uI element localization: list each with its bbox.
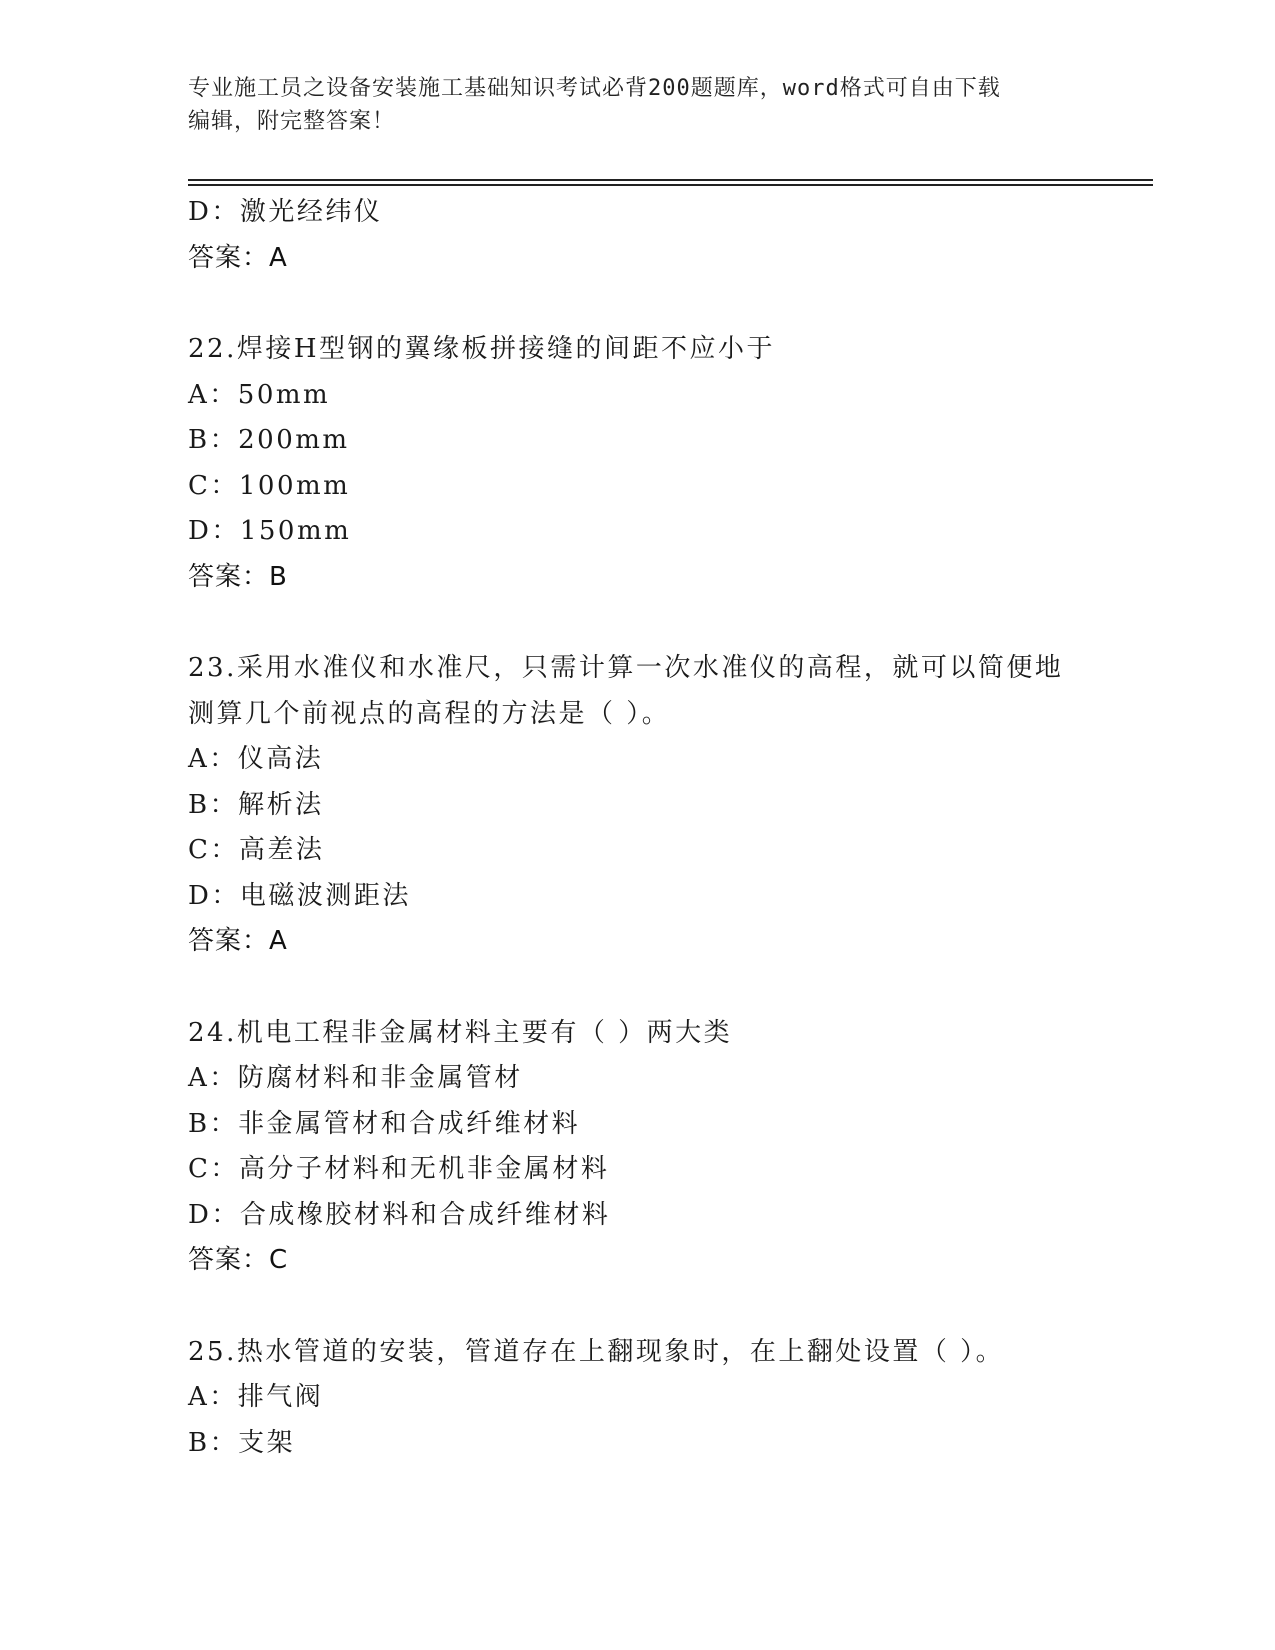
- question-stem: 25.热水管道的安装，管道存在上翻现象时，在上翻处设置（ ）。: [188, 1336, 1005, 1367]
- header-divider-bottom: [188, 184, 1153, 186]
- option-a: A：仪高法: [188, 744, 324, 774]
- option-b: B：非金属管材和合成纤维材料: [188, 1108, 581, 1139]
- question-stem: 24.机电工程非金属材料主要有（ ）两大类: [188, 1017, 733, 1048]
- answer-line: 答案：B: [188, 561, 288, 592]
- spacer: [188, 965, 1148, 1011]
- spacer: [188, 600, 1148, 646]
- option-d: D：150mm: [188, 516, 352, 546]
- question-stem-line-1: 23.采用水准仪和水准尺，只需计算一次水准仪的高程，就可以简便地: [188, 653, 1064, 683]
- option-d: D：合成橡胶材料和合成纤维材料: [188, 1199, 611, 1230]
- spacer: [188, 281, 1148, 327]
- answer-line: 答案：A: [188, 926, 288, 956]
- option-d: D：激光经纬仪: [188, 197, 383, 227]
- option-a: A：50mm: [188, 379, 331, 410]
- option-c: C：高分子材料和无机非金属材料: [188, 1154, 610, 1184]
- option-a: A：防腐材料和非金属管材: [188, 1063, 523, 1093]
- question-list: [188, 190, 1148, 1466]
- header-divider-top: [188, 179, 1153, 181]
- question-25: [188, 1330, 1148, 1467]
- option-d: D：电磁波测距法: [188, 880, 411, 911]
- option-b: B：200mm: [188, 425, 350, 455]
- header-title-line-1: 专业施工员之设备安装施工基础知识考试必背200题题库，word格式可自由下载: [188, 76, 1001, 101]
- option-b: B：解析法: [188, 789, 324, 820]
- answer-line: 答案：A: [188, 242, 288, 273]
- document-header: [188, 72, 1088, 138]
- spacer: [188, 1284, 1148, 1330]
- question-24: [188, 1011, 1148, 1284]
- question-22: [188, 327, 1148, 600]
- question-stem-line-2: 测算几个前视点的高程的方法是（ ）。: [188, 698, 671, 729]
- option-c: C：100mm: [188, 470, 351, 501]
- question-stem: 22.焊接H型钢的翼缘板拼接缝的间距不应小于: [188, 334, 776, 364]
- option-a: A：排气阀: [188, 1382, 324, 1412]
- previous-question-tail: [188, 190, 1148, 281]
- answer-line: 答案：C: [188, 1245, 289, 1275]
- option-b: B：支架: [188, 1427, 296, 1458]
- option-c: C：高差法: [188, 835, 325, 865]
- header-title-line-2: 编辑，附完整答案！: [188, 109, 396, 134]
- question-23: [188, 646, 1148, 965]
